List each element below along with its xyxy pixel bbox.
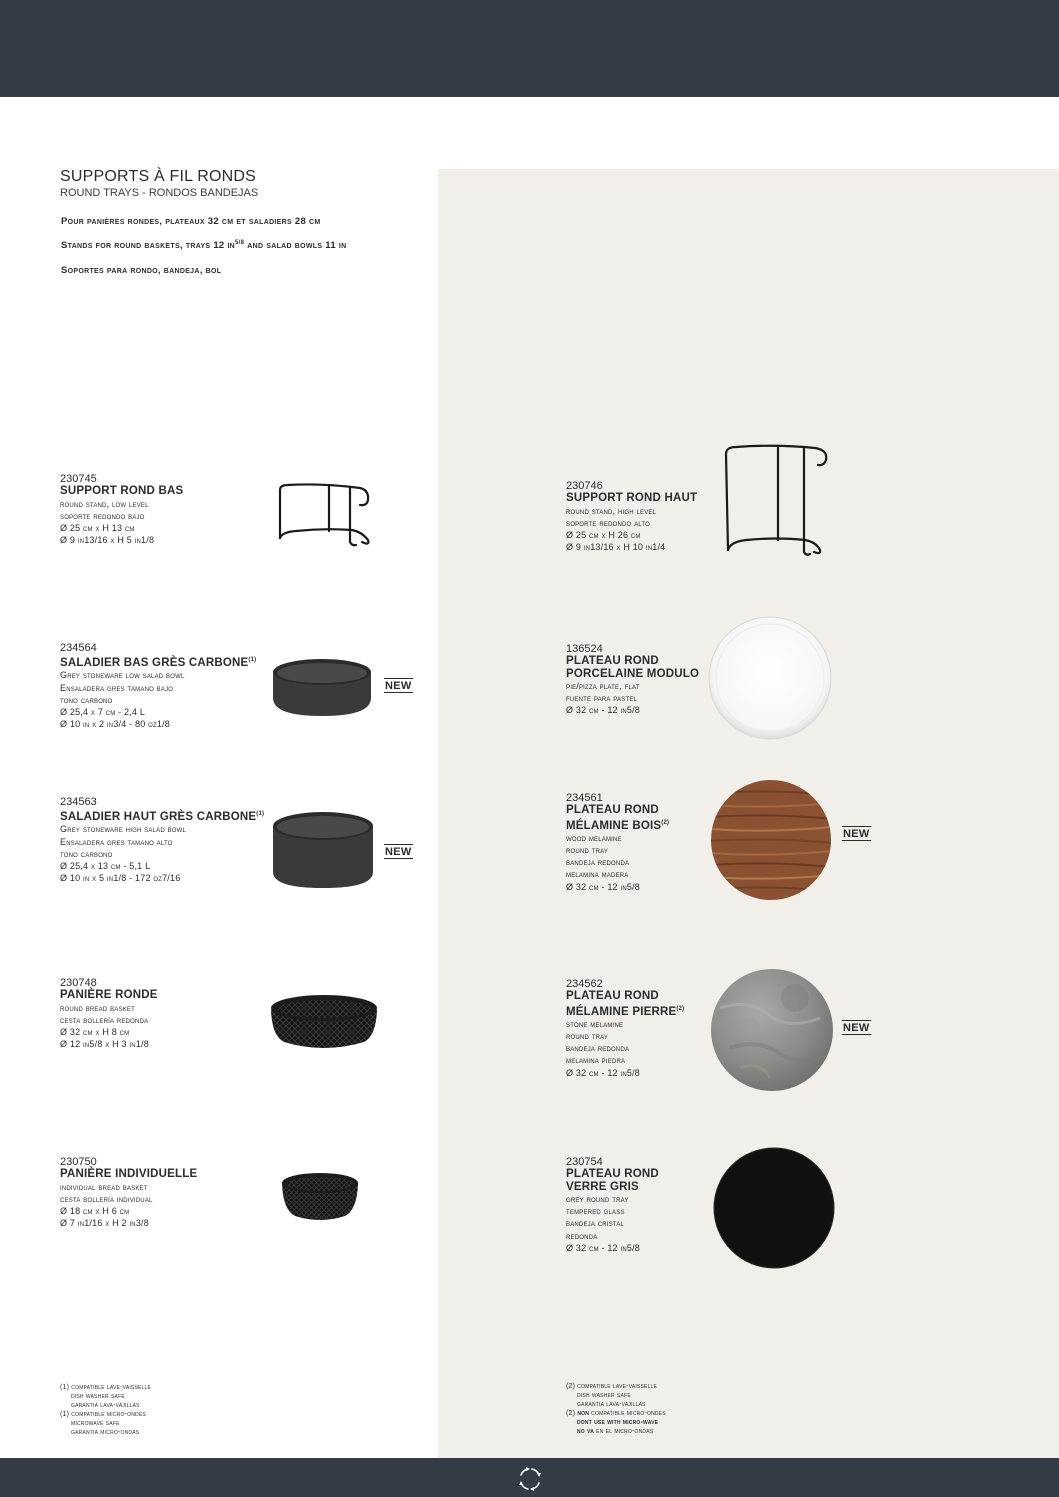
product-line: redonda (566, 1230, 598, 1241)
product-name: SALADIER BAS GRÈS CARBONE$^{(1)}$ (60, 656, 257, 669)
footnote-line: dont use with micro-wave (577, 1419, 659, 1426)
product-code: 230754 (566, 1156, 603, 1168)
product-line: grey round tray (566, 1194, 629, 1204)
product-line: round stand, low level (60, 498, 149, 509)
product-line: melamina piedra (566, 1055, 626, 1066)
new-badge: NEW (843, 1022, 870, 1034)
product-line: round tray (566, 1031, 609, 1042)
product-name: SALADIER HAUT GRÈS CARBONE$^{(1)}$ (60, 810, 265, 823)
product-name: PLATEAU ROND (566, 990, 659, 1002)
product-name: PANIÈRE INDIVIDUELLE (60, 1168, 198, 1180)
product-234561 (566, 792, 669, 893)
product-136524 (566, 643, 699, 717)
product-name: PLATEAU ROND (566, 1168, 659, 1180)
product-line: cesta bollería individual (60, 1193, 153, 1204)
product-line: Ø 10 in x 2 in3/4 - 80 oz1/8 (60, 719, 170, 730)
footnote-line: (2) compatible lave-vaisselle (566, 1383, 658, 1390)
product-line: Ø 32 cm x H 8 cm (60, 1026, 130, 1037)
high-bowl-icon (270, 808, 376, 890)
page-title: SUPPORTS À FIL RONDS (60, 168, 257, 185)
product-code: 230745 (60, 473, 97, 485)
product-line: round tray (566, 845, 609, 856)
product-code: 234562 (566, 978, 603, 990)
product-code: 234564 (60, 642, 97, 654)
intro-french: Pour panières rondes, plateaux 32 cm et saladiers 28 cm (61, 216, 321, 227)
product-code: 234563 (60, 796, 97, 808)
product-name: MÉLAMINE PIERRE$^{(2)}$ (566, 1005, 685, 1018)
product-line: Ø 25,4 x 13 cm - 5,1 L (60, 860, 151, 871)
product-line: Ø 25,4 x 7 cm - 2,4 L (60, 706, 146, 717)
product-line: bandeja redonda (566, 857, 630, 868)
footnote-line: dish washer safe (577, 1392, 631, 1399)
product-line: Ø 32 cm - 12 in5/8 (566, 881, 640, 892)
product-line: round stand, high level (566, 505, 657, 516)
product-line: cesta bollería redonda (60, 1014, 149, 1025)
product-line: wood melamine (566, 832, 622, 843)
product-line: pie/pizza plate, flat (566, 681, 640, 691)
footnote-line: dish washer safe (71, 1393, 125, 1400)
footnotes-right (566, 1382, 666, 1436)
product-code: 230748 (60, 977, 97, 989)
glass-tray-icon (712, 1146, 836, 1270)
product-name: PLATEAU ROND (566, 804, 659, 816)
product-code: 230746 (566, 480, 603, 492)
footnote-line: (1) compatible lave-vaisselle (60, 1384, 152, 1391)
header-band (0, 0, 1059, 97)
product-line: Ø 12 in5/8 x H 3 in1/8 (60, 1039, 149, 1050)
product-230750 (60, 1156, 197, 1229)
low-bowl-icon (270, 654, 374, 718)
product-code: 136524 (566, 643, 603, 655)
product-line: soporte redondo alto (566, 517, 651, 528)
product-234562 (566, 978, 684, 1079)
product-line: Ø 10 in x 5 in1/8 - 172 oz7/16 (60, 873, 181, 884)
product-code: 234561 (566, 792, 603, 804)
product-line: Ø 25 cm x H 13 cm (60, 522, 135, 533)
product-line: Ø 18 cm x H 6 cm (60, 1205, 130, 1216)
footnote-line: garantia lava-vajillas (71, 1402, 140, 1409)
product-line: tono carbono (60, 694, 113, 705)
footnotes-left (60, 1383, 151, 1437)
product-line: stone melamine (566, 1018, 624, 1029)
new-badge: NEW (385, 680, 412, 692)
product-line: melamina madera (566, 869, 629, 880)
product-line: Ø 9 in13/16 x H 10 in1/4 (566, 542, 666, 553)
product-line: soporte redondo bajo (60, 510, 145, 521)
product-line: Ø 32 cm - 12 in5/8 (566, 1067, 640, 1078)
product-name: PANIÈRE RONDE (60, 989, 158, 1001)
low-wire-stand-icon (274, 480, 374, 550)
product-line: Grey stoneware high salad bowl (60, 824, 187, 835)
product-line: Ø 32 cm - 12 in5/8 (566, 1242, 640, 1253)
product-230746 (566, 480, 697, 553)
product-name: SUPPORT ROND BAS (60, 485, 184, 497)
product-line: Ø 32 cm - 12 in5/8 (566, 705, 640, 716)
product-name: MÉLAMINE BOIS$^{(2)}$ (566, 819, 670, 832)
white-plate-icon (708, 616, 832, 740)
product-line: fuente para pastel (566, 693, 638, 704)
product-line: tempered glass (566, 1206, 625, 1217)
high-wire-stand-icon (720, 442, 836, 558)
expand-arrows-icon[interactable] (516, 1465, 544, 1493)
product-line: Ø 7 in1/16 x H 2 in3/8 (60, 1218, 149, 1229)
product-line: bandeja cristal (566, 1218, 625, 1229)
footnote-line: (2) non compatible micro-ondes (566, 1410, 666, 1417)
footnote-line: microwave safe (71, 1420, 120, 1427)
product-230745 (60, 473, 183, 546)
product-line: Ensaladera gres tamano alto (60, 836, 173, 847)
product-234564 (60, 642, 256, 730)
wood-tray-icon (710, 779, 832, 901)
product-line: Ø 25 cm x H 26 cm (566, 529, 641, 540)
product-line: bandeja redonda (566, 1043, 630, 1054)
product-234563 (60, 796, 264, 884)
new-badge: NEW (843, 828, 870, 840)
product-line: Ø 9 in13/16 x H 5 in1/8 (60, 535, 155, 546)
product-line: Grey stoneware low salad bowl (60, 670, 185, 681)
stone-tray-icon (710, 968, 834, 1092)
page-subtitle: ROUND TRAYS - RONDOS BANDEJAS (60, 187, 259, 199)
small-basket-icon (279, 1170, 361, 1224)
product-name: PLATEAU ROND (566, 655, 659, 667)
intro-english: Stands for round baskets, trays 12 $in^{5/8}$ and salad bowls 11 in (61, 240, 347, 252)
footnote-line: (1) compatible micro-ondes (60, 1411, 146, 1418)
product-name: VERRE GRIS (566, 1180, 639, 1193)
product-name: PORCELAINE MODULO (566, 667, 700, 680)
footnote-line: garantia micro-ondas (71, 1429, 140, 1436)
footnote-line: no va en el micro-ondas (577, 1428, 654, 1435)
product-line: Ensaladera gres tamano bajo (60, 682, 174, 693)
product-line: individual bread basket (60, 1181, 148, 1192)
footnote-line: garantia lava-vajillas (577, 1401, 646, 1408)
product-line: round bread basket (60, 1002, 135, 1013)
new-badge: NEW (385, 846, 412, 858)
product-code: 230750 (60, 1156, 97, 1168)
product-name: SUPPORT ROND HAUT (566, 492, 698, 504)
round-basket-icon (268, 990, 380, 1052)
intro-spanish: Soportes para rondo, bandeja, bol (61, 265, 222, 276)
product-line: tono carbono (60, 848, 113, 859)
product-230748 (60, 977, 158, 1050)
product-230754 (566, 1156, 659, 1254)
